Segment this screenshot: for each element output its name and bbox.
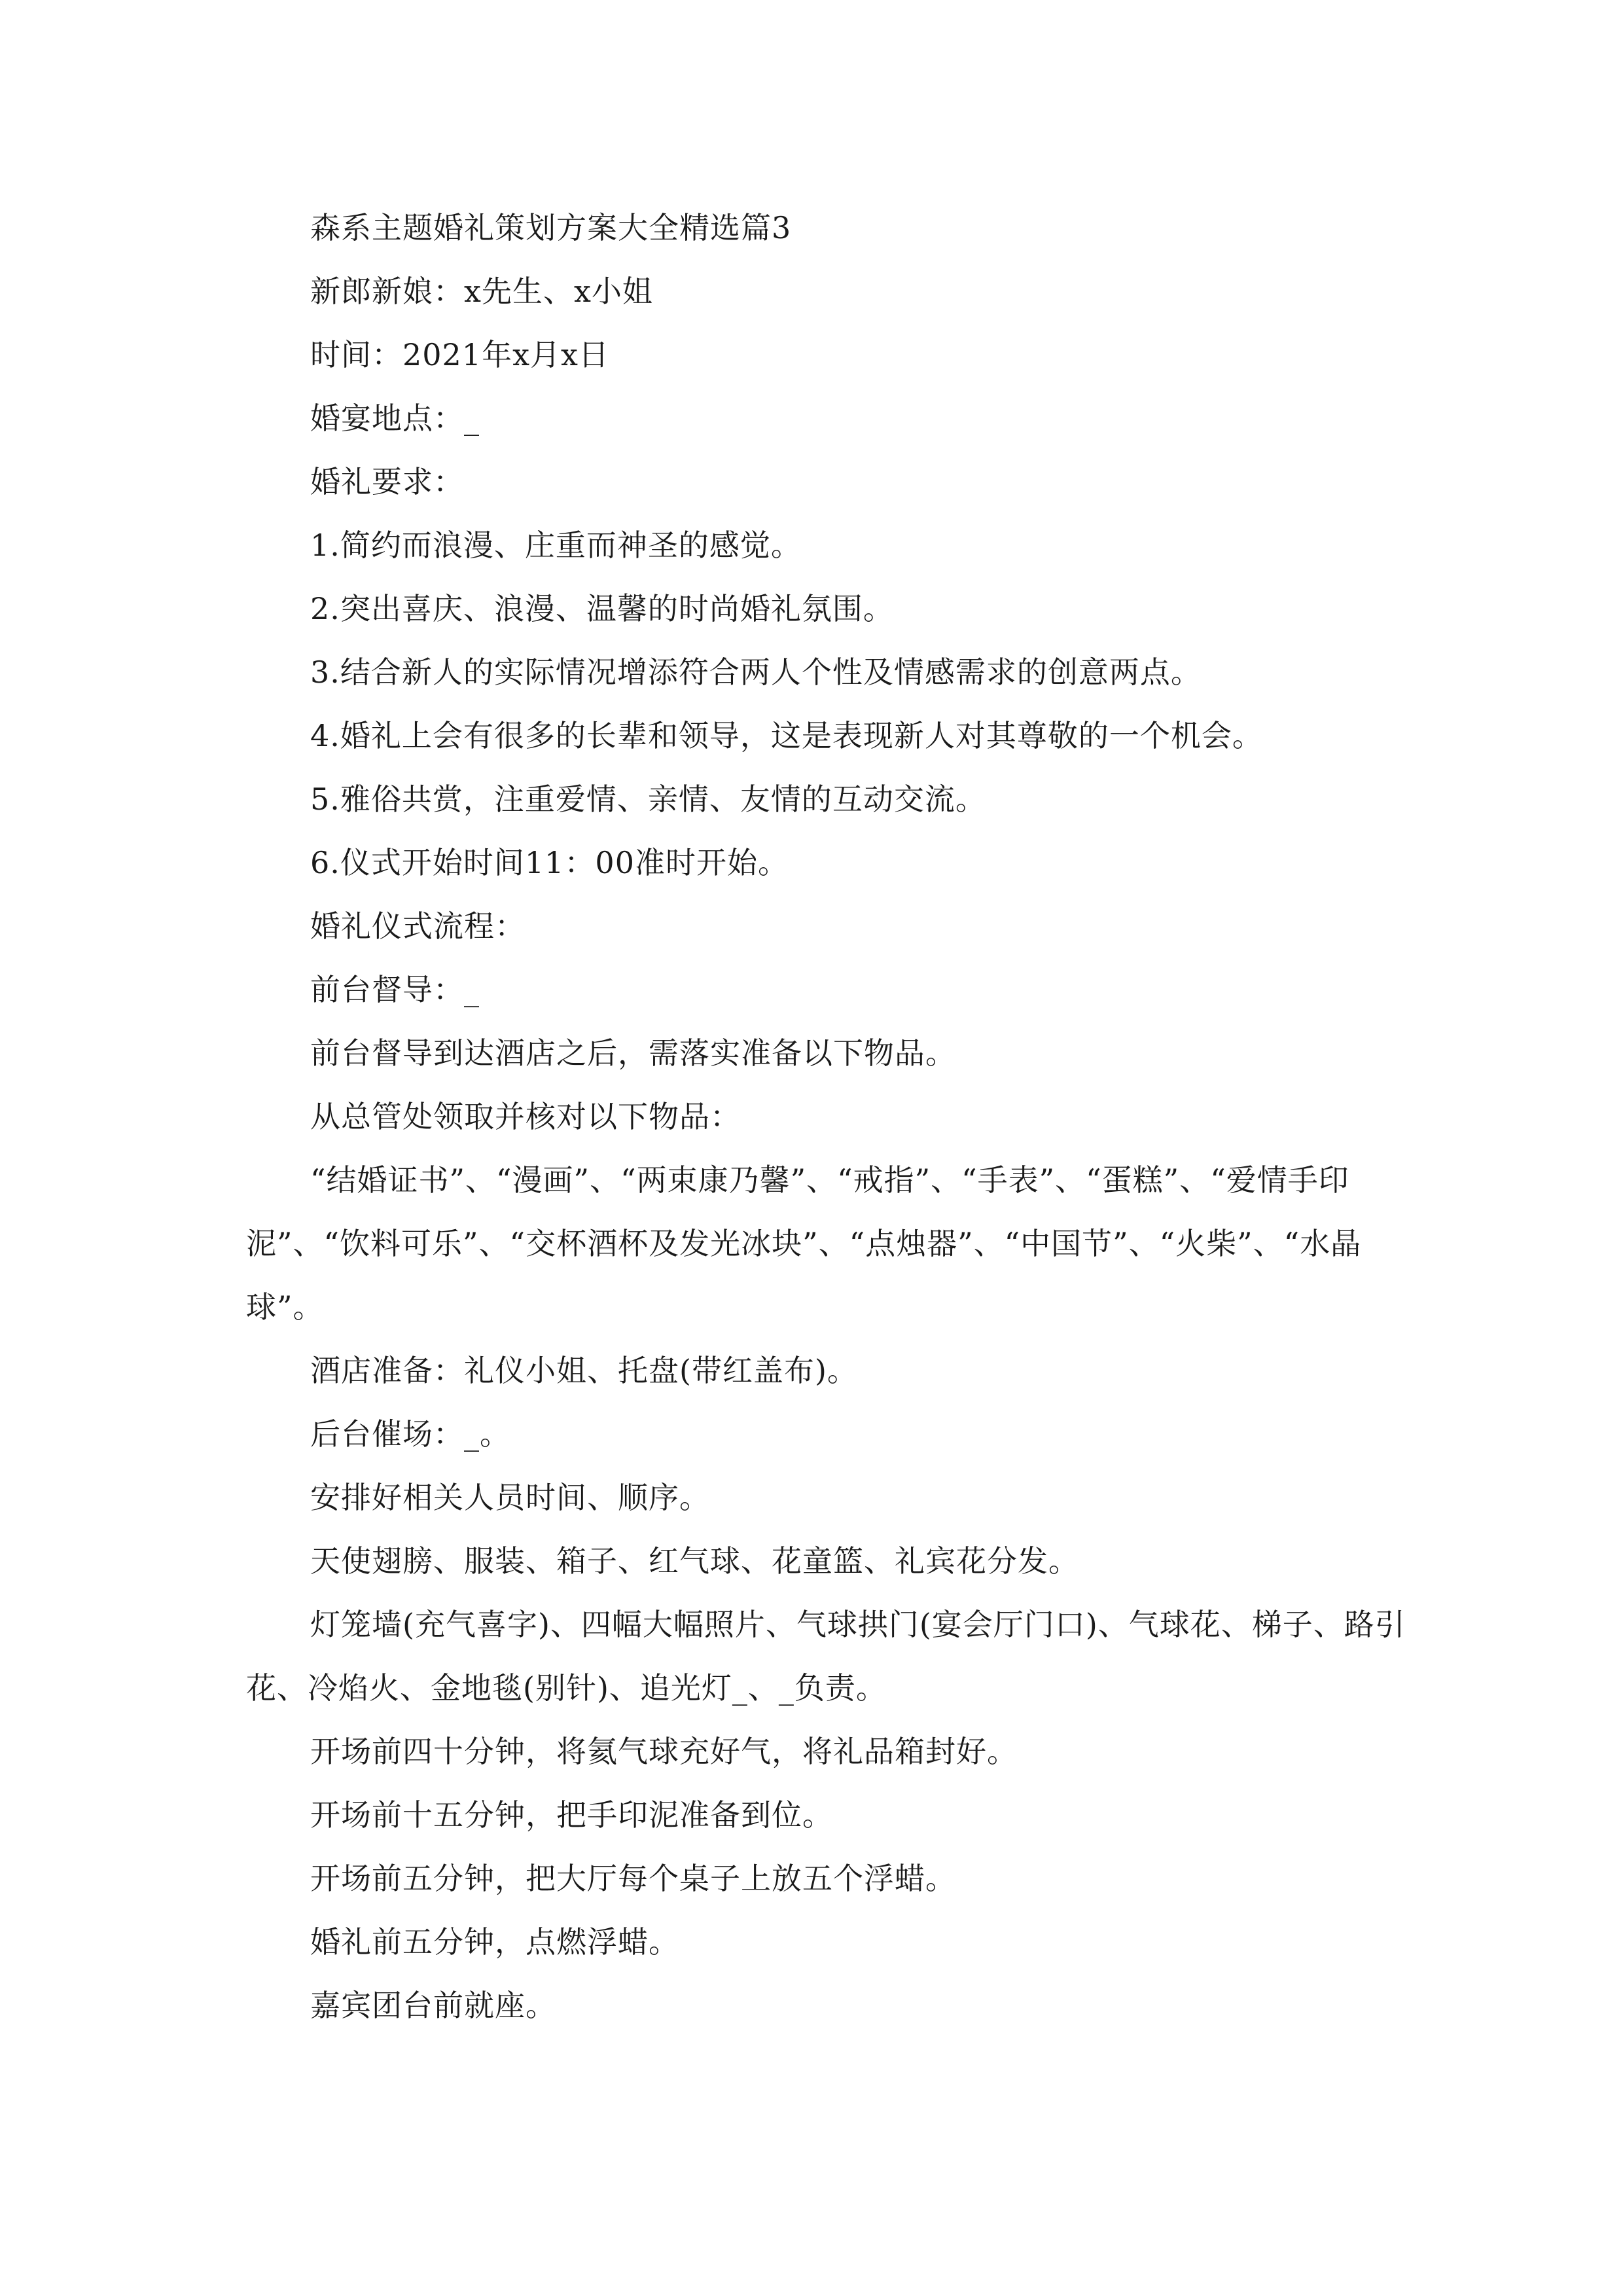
paragraph-text: 从总管处领取并核对以下物品：	[310, 1099, 741, 1134]
paragraph-front-desk: 前台督导：_	[310, 972, 480, 1007]
paragraph-requirements-heading: 婚礼要求：	[310, 464, 464, 499]
document-title: 森系主题婚礼策划方案大全精选篇3	[310, 210, 792, 245]
paragraph-couple: 新郎新娘：x先生、x小姐	[310, 274, 653, 309]
paragraph-hotel-prep: 酒店准备：礼仪小姐、托盘(带红盖布)。	[310, 1353, 858, 1388]
paragraph-text: 开场前五分钟，把大厅每个桌子上放五个浮蜡。	[310, 1861, 956, 1896]
requirement-item: 1.简约而浪漫、庄重而神圣的感觉。	[310, 528, 802, 563]
paragraph-text: 前台督导到达酒店之后，需落实准备以下物品。	[310, 1035, 956, 1071]
paragraph-decor-list: 灯笼墙(充气喜字)、四幅大幅照片、气球拱门(宴会厅门口)、气球花、梯子、路引花、冷焰火、金地毯(别针)、追光灯_、_负责。	[246, 1607, 1406, 1706]
paragraph-venue: 婚宴地点：_	[310, 401, 480, 436]
paragraph-text: 安排好相关人员时间、顺序。	[310, 1480, 710, 1515]
paragraph-items-list: “结婚证书”、“漫画”、“两束康乃馨”、“戒指”、“手表”、“蛋糕”、“爱情手印泥”、“饮料可乐”、“交杯酒杯及发光冰块”、“点烛器”、“中国节”、“火柴”、“水晶球”。	[246, 1162, 1362, 1325]
paragraph-backstage: 后台催场：_。	[310, 1416, 510, 1452]
paragraph-text: 开场前四十分钟，将氦气球充好气，将礼品箱封好。	[310, 1734, 1018, 1769]
paragraph-text: 开场前十五分钟，把手印泥准备到位。	[310, 1797, 833, 1833]
paragraph-text: 嘉宾团台前就座。	[310, 1988, 556, 2023]
requirement-item: 2.突出喜庆、浪漫、温馨的时尚婚礼氛围。	[310, 591, 894, 626]
paragraph-time: 时间：2021年x月x日	[310, 337, 609, 372]
requirement-item: 3.结合新人的实际情况增添符合两人个性及情感需求的创意两点。	[310, 655, 1202, 690]
paragraph-ceremony-heading: 婚礼仪式流程：	[310, 908, 526, 944]
paragraph-text: 婚礼前五分钟，点燃浮蜡。	[310, 1924, 679, 1960]
requirement-item: 5.雅俗共赏，注重爱情、亲情、友情的互动交流。	[310, 781, 986, 817]
paragraph-text: 天使翅膀、服装、箱子、红气球、花童篮、礼宾花分发。	[310, 1543, 1079, 1579]
requirement-item: 6.仪式开始时间11：00准时开始。	[310, 845, 789, 880]
requirement-item: 4.婚礼上会有很多的长辈和领导，这是表现新人对其尊敬的一个机会。	[310, 718, 1263, 753]
document-body	[246, 196, 1424, 2037]
